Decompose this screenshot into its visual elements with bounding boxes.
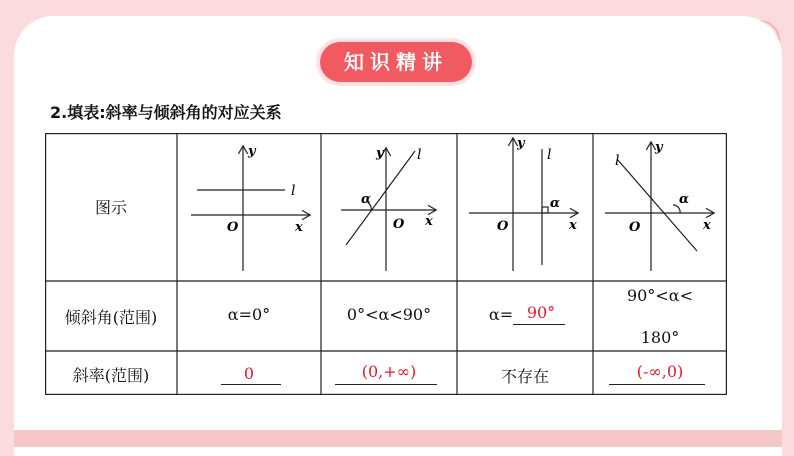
y-axis-label: y <box>655 140 663 155</box>
alpha-label: α <box>550 196 561 211</box>
diagram-vertical-line <box>457 133 593 281</box>
slope-positive: (0,+∞) <box>361 362 417 381</box>
diagram-positive-slope <box>321 133 457 281</box>
angle-negative-line1: 90°<α< <box>627 286 693 305</box>
angle-vertical-answer: 90° <box>526 303 556 322</box>
y-axis-label: y <box>376 146 384 161</box>
y-axis-label: y <box>248 144 256 159</box>
line-label: l <box>417 147 422 163</box>
slope-vertical: 不存在 <box>500 367 549 386</box>
x-axis-label: x <box>703 218 711 233</box>
answer-underline <box>221 384 281 385</box>
origin-label: O <box>497 219 509 234</box>
line-label: l <box>547 147 552 163</box>
alpha-label: α <box>361 192 372 207</box>
x-axis-label: x <box>569 218 577 233</box>
origin-label: O <box>227 220 239 235</box>
origin-label: O <box>629 220 641 235</box>
angle-positive: 0°<α<90° <box>346 305 432 324</box>
page-heading: 2.填表:斜率与倾斜角的对应关系 <box>50 103 282 122</box>
bottom-strip <box>14 430 782 447</box>
row-label-angle: 倾斜角(范围) <box>64 308 158 327</box>
line-label: l <box>291 183 296 199</box>
answer-underline <box>609 384 705 385</box>
row-label-diagram: 图示 <box>94 198 127 217</box>
row-label-slope: 斜率(范围) <box>72 366 150 385</box>
diagram-horizontal-line <box>177 133 321 281</box>
slope-angle-table <box>45 133 727 395</box>
diagram-negative-slope <box>593 133 727 281</box>
x-axis-label: x <box>425 214 433 229</box>
angle-vertical-prefix: α= <box>488 305 514 324</box>
angle-negative-line2: 180° <box>640 328 680 347</box>
answer-underline <box>335 384 437 385</box>
alpha-label: α <box>679 192 690 207</box>
angle-horizontal: α=0° <box>227 305 271 324</box>
y-axis-label: y <box>517 136 525 151</box>
x-axis-label: x <box>295 220 303 235</box>
slope-negative: (-∞,0) <box>636 362 684 381</box>
slope-horizontal: 0 <box>243 364 255 383</box>
line-label: l <box>615 153 620 169</box>
answer-underline <box>513 324 565 325</box>
section-title: 知识精讲 <box>320 42 472 82</box>
origin-label: O <box>393 217 405 232</box>
